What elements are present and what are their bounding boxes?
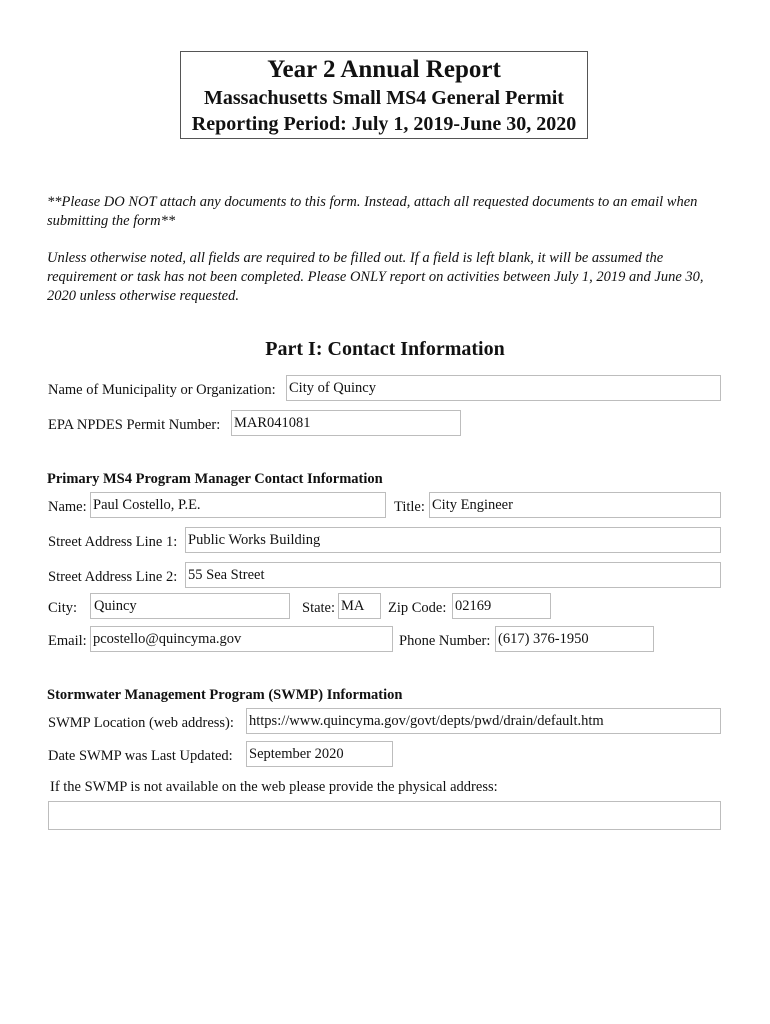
- state-label: State:: [302, 600, 336, 616]
- physical-address-label: If the SWMP is not available on the web please provide the physical address:: [50, 779, 498, 795]
- state-field[interactable]: MA: [338, 593, 381, 619]
- report-title-box: [180, 51, 588, 139]
- email-field[interactable]: pcostello@quincyma.gov: [90, 626, 393, 652]
- address2-field[interactable]: 55 Sea Street: [185, 562, 721, 588]
- city-field[interactable]: Quincy: [90, 593, 290, 619]
- reporting-period: Reporting Period: July 1, 2019-June 30, 2020: [191, 113, 577, 135]
- address2-label: Street Address Line 2:: [48, 569, 178, 585]
- swmp-location-field[interactable]: https://www.quincyma.gov/govt/depts/pwd/drain/default.htm: [246, 708, 721, 734]
- required-fields-note: Unless otherwise noted, all fields are required to be filled out. If a field is left blank, it will be assumed the requirement or task has not been completed. Please ONLY report on activities between July 1, 2019 and June 30, 2020 unless otherwise requested.: [47, 250, 704, 304]
- permit-number-label: EPA NPDES Permit Number:: [48, 417, 221, 433]
- phone-label: Phone Number:: [399, 633, 491, 649]
- address1-field[interactable]: Public Works Building: [185, 527, 721, 553]
- email-label: Email:: [48, 633, 87, 649]
- permit-number-field[interactable]: MAR041081: [231, 410, 461, 436]
- attachment-note: **Please DO NOT attach any documents to this form. Instead, attach all requested documents to an email when submitting the form**: [47, 194, 698, 229]
- report-title: Year 2 Annual Report: [267, 56, 501, 83]
- title-label: Title:: [394, 499, 425, 515]
- zip-label: Zip Code:: [388, 600, 447, 616]
- manager-heading: Primary MS4 Program Manager Contact Information: [47, 471, 383, 487]
- physical-address-field[interactable]: [48, 801, 721, 830]
- title-field[interactable]: City Engineer: [429, 492, 721, 518]
- municipality-field[interactable]: City of Quincy: [286, 375, 721, 401]
- swmp-updated-field[interactable]: September 2020: [246, 741, 393, 767]
- phone-field[interactable]: (617) 376-1950: [495, 626, 654, 652]
- swmp-location-label: SWMP Location (web address):: [48, 715, 234, 731]
- address1-label: Street Address Line 1:: [48, 534, 178, 550]
- swmp-heading: Stormwater Management Program (SWMP) Information: [47, 687, 403, 703]
- municipality-label: Name of Municipality or Organization:: [48, 382, 276, 398]
- city-label: City:: [48, 600, 78, 616]
- zip-field[interactable]: 02169: [452, 593, 551, 619]
- swmp-updated-label: Date SWMP was Last Updated:: [48, 748, 233, 764]
- name-label: Name:: [48, 499, 87, 515]
- name-field[interactable]: Paul Costello, P.E.: [90, 492, 386, 518]
- part1-title: Part I: Contact Information: [265, 338, 505, 360]
- report-subtitle: Massachusetts Small MS4 General Permit: [204, 87, 564, 109]
